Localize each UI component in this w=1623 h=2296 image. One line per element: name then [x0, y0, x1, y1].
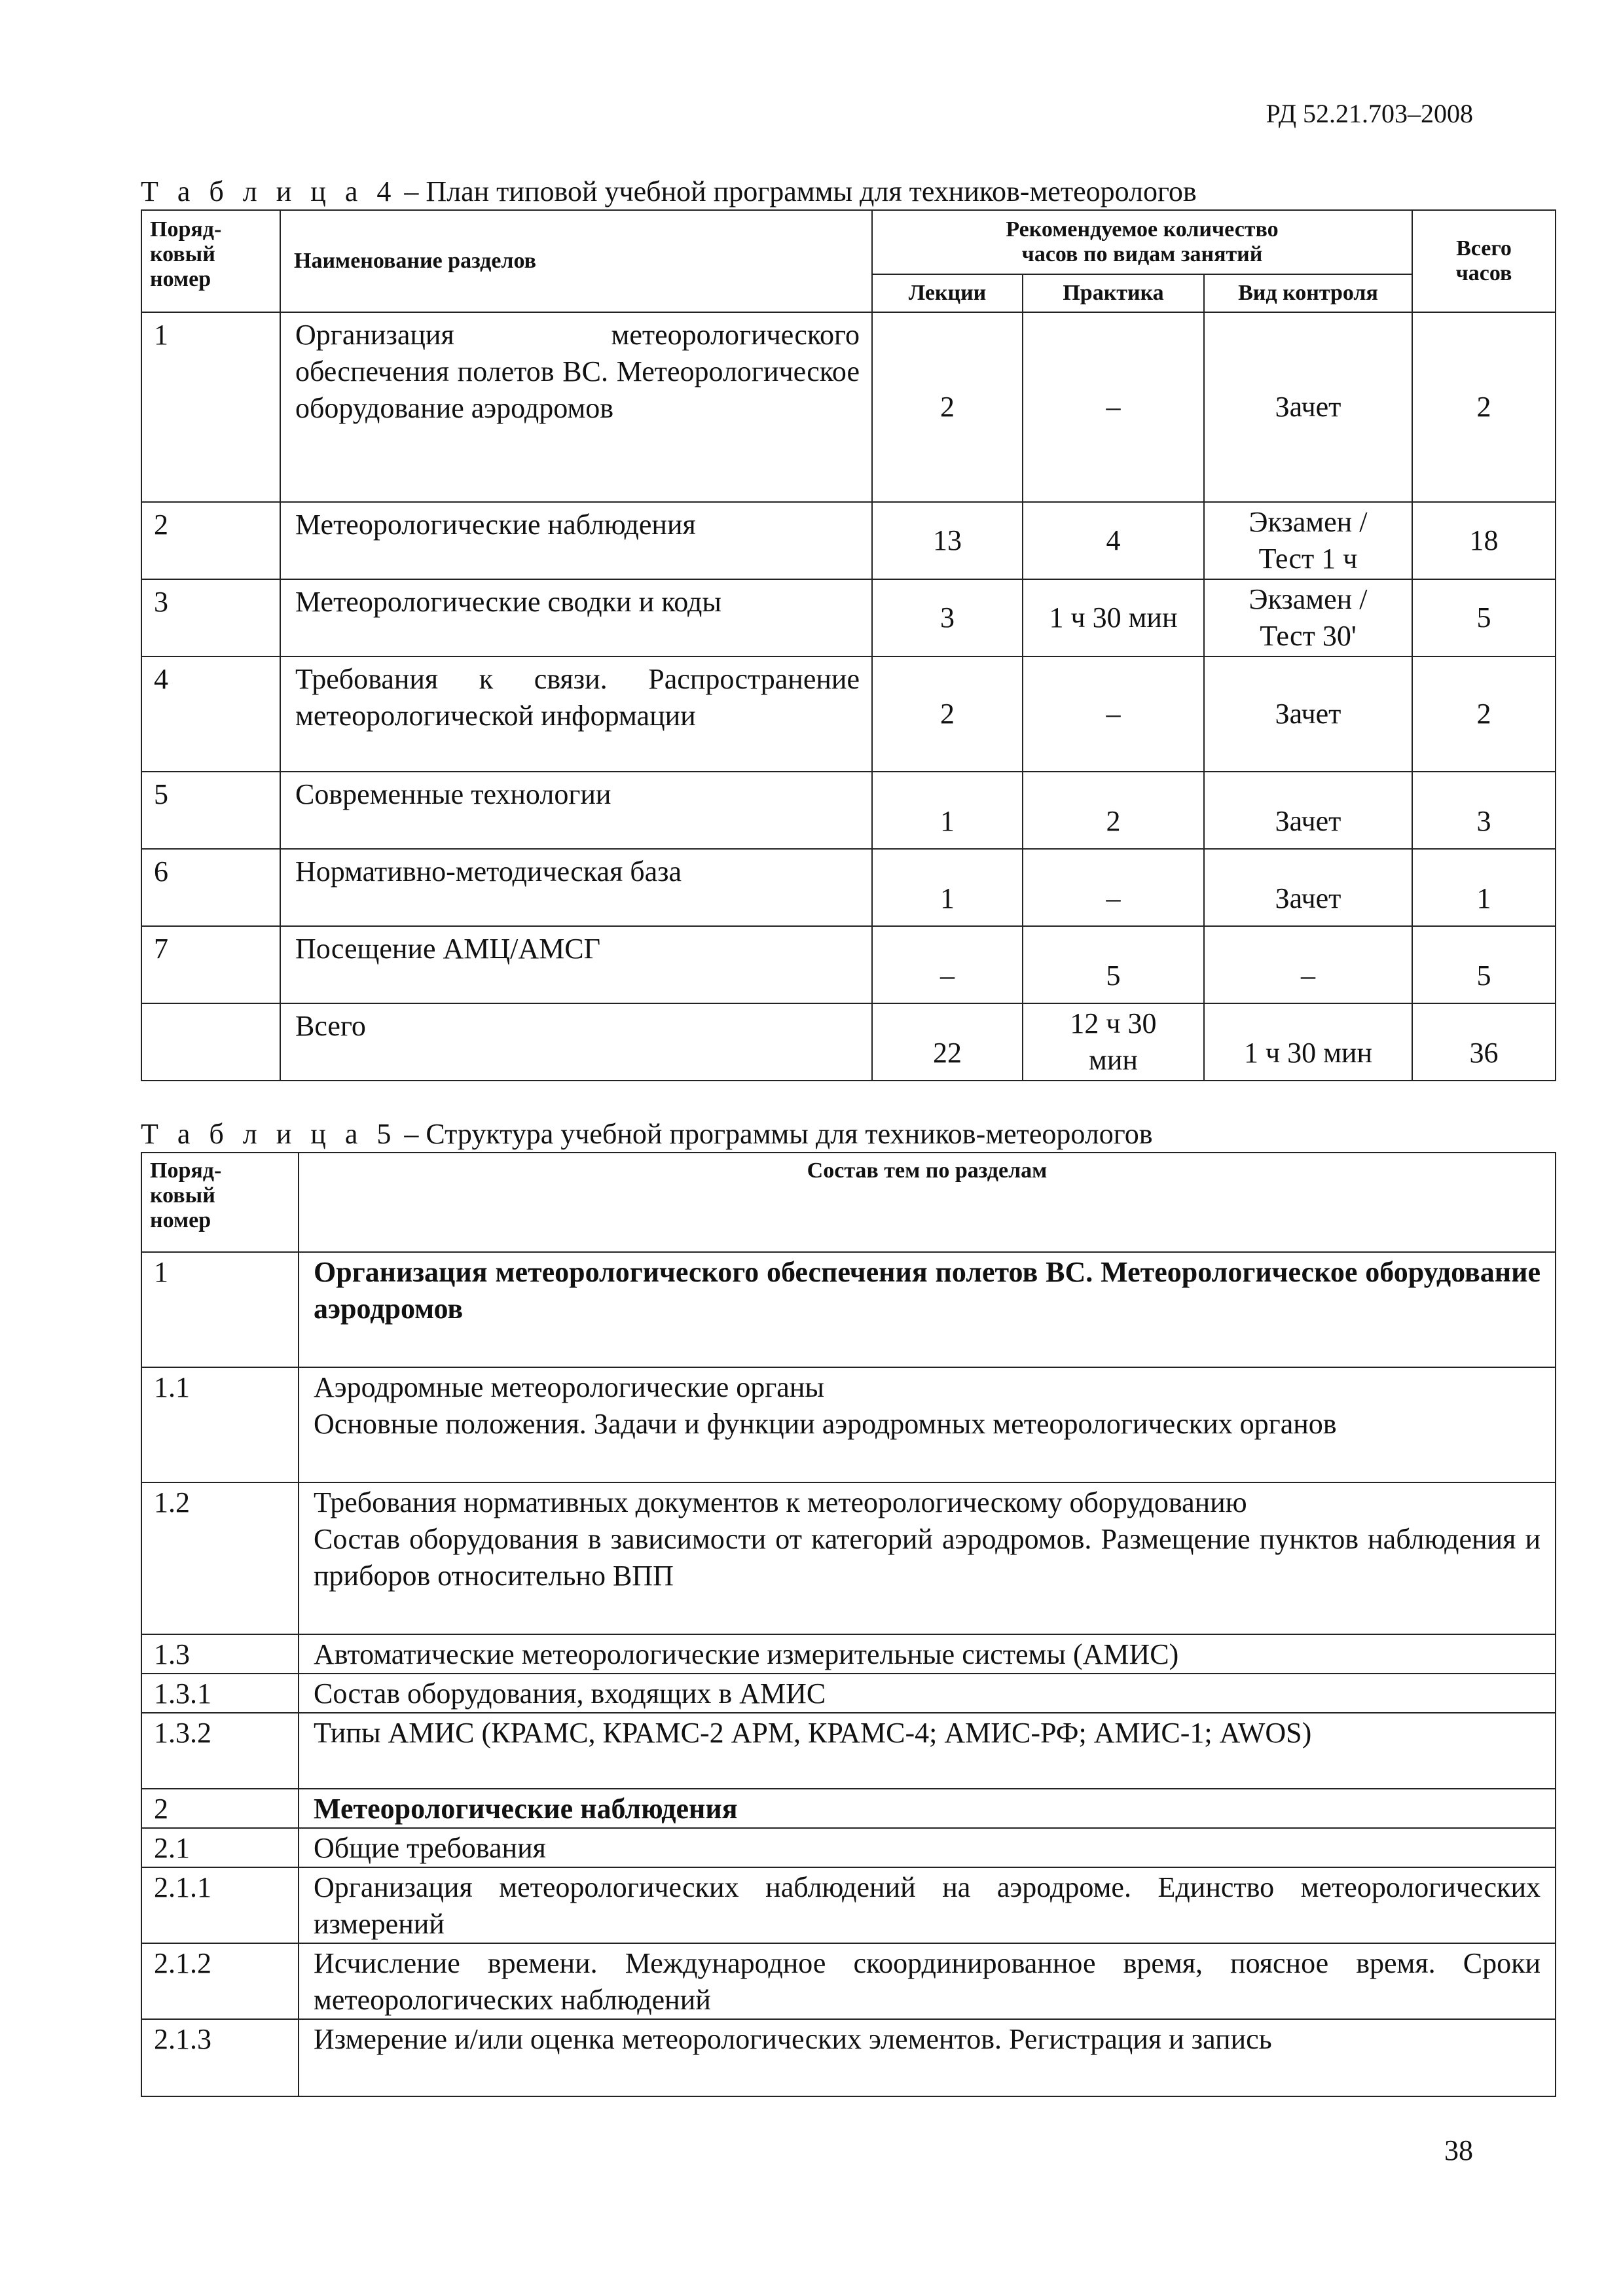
topic-cell: Общие требования	[299, 1828, 1556, 1867]
lectures-hours: 3	[872, 579, 1023, 656]
row-number: 2.1.1	[141, 1867, 299, 1943]
row-number: 1.3.2	[141, 1713, 299, 1789]
section-name: Посещение АМЦ/АМСГ	[280, 926, 872, 1003]
col-header-section-name: Наименование разделов	[280, 210, 872, 312]
col-header-number: Поряд- ковый номер	[141, 210, 280, 312]
col-header-number: Поряд- ковый номер	[141, 1153, 299, 1252]
document-code: РД 52.21.703–2008	[1266, 99, 1473, 128]
control-type: Экзамен / Тест 1 ч	[1204, 502, 1412, 579]
topic-cell: Измерение и/или оценка метеорологических элементов. Регистрация и запись	[299, 2019, 1556, 2096]
practice-hours: –	[1023, 312, 1204, 502]
total-hours: 18	[1412, 502, 1556, 579]
lectures-hours: 1	[872, 849, 1023, 926]
col-header-lectures: Лекции	[872, 274, 1023, 312]
table-row	[141, 1943, 1556, 2019]
table-row	[141, 1828, 1556, 1867]
topic-cell: Организация метеорологических наблюдений на аэродроме. Единство метеорологических измерений	[299, 1867, 1556, 1943]
row-number: 1	[141, 312, 280, 502]
table-row-total	[141, 1003, 1556, 1081]
topic-cell: Аэродромные метеорологические органы Основные положения. Задачи и функции аэродромных метеорологических органов	[299, 1367, 1556, 1482]
row-number: 5	[141, 772, 280, 849]
lectures-hours: 2	[872, 656, 1023, 772]
section-name: Всего	[280, 1003, 872, 1081]
row-number: 1.1	[141, 1367, 299, 1482]
topic-cell: Требования нормативных документов к метеорологическому оборудованию Состав оборудования в зависимости от категорий аэродромов. Размещение пунктов наблюдения и приборов относительно ВПП	[299, 1482, 1556, 1634]
col-header-practice: Практика	[1023, 274, 1204, 312]
table5-caption-label: Т а б л и ц а 5	[141, 1118, 397, 1150]
control-type: –	[1204, 926, 1412, 1003]
col-header-recommended-hours: Рекомендуемое количество часов по видам занятий	[872, 210, 1412, 274]
row-number	[141, 1003, 280, 1081]
lectures-hours: 1	[872, 772, 1023, 849]
lectures-hours: 2	[872, 312, 1023, 502]
training-plan-table	[141, 209, 1556, 1081]
page-number: 38	[1444, 2134, 1473, 2166]
section-name: Требования к связи. Распространение метеорологической информации	[280, 656, 872, 772]
table-row	[141, 1713, 1556, 1789]
total-hours: 1	[1412, 849, 1556, 926]
table-row	[141, 1482, 1556, 1634]
practice-hours: 1 ч 30 мин	[1023, 579, 1204, 656]
table-row	[141, 579, 1556, 656]
table5-caption-text: – Структура учебной программы для техников-метеорологов	[397, 1118, 1153, 1150]
control-type: Зачет	[1204, 772, 1412, 849]
practice-hours: –	[1023, 849, 1204, 926]
section-name: Нормативно-методическая база	[280, 849, 872, 926]
row-number: 3	[141, 579, 280, 656]
row-number: 2.1	[141, 1828, 299, 1867]
table-row	[141, 502, 1556, 579]
total-hours: 36	[1412, 1003, 1556, 1081]
topic-cell: Типы АМИС (КРАМС, КРАМС-2 АРМ, КРАМС-4; АМИС-РФ; АМИС-1; AWOS)	[299, 1713, 1556, 1789]
topic-cell: Состав оборудования, входящих в АМИС	[299, 1674, 1556, 1713]
row-number: 2	[141, 502, 280, 579]
practice-hours: 4	[1023, 502, 1204, 579]
col-header-topics: Состав тем по разделам	[299, 1153, 1556, 1252]
lectures-hours: 13	[872, 502, 1023, 579]
table-row	[141, 312, 1556, 502]
table4-caption-text: – План типовой учебной программы для техников-метеорологов	[397, 175, 1197, 207]
row-number: 2.1.2	[141, 1943, 299, 2019]
practice-hours: –	[1023, 656, 1204, 772]
table-row	[141, 1867, 1556, 1943]
control-type: Зачет	[1204, 656, 1412, 772]
section-name: Метеорологические сводки и коды	[280, 579, 872, 656]
row-number: 2.1.3	[141, 2019, 299, 2096]
control-type: 1 ч 30 мин	[1204, 1003, 1412, 1081]
table-row	[141, 1789, 1556, 1828]
topic-cell: Исчисление времени. Международное скоординированное время, поясное время. Сроки метеорологических наблюдений	[299, 1943, 1556, 2019]
practice-hours: 2	[1023, 772, 1204, 849]
section-name: Метеорологические наблюдения	[280, 502, 872, 579]
total-hours: 3	[1412, 772, 1556, 849]
table-row	[141, 1674, 1556, 1713]
table4-caption-label: Т а б л и ц а 4	[141, 175, 397, 207]
training-structure-table	[141, 1152, 1556, 2097]
table-row	[141, 656, 1556, 772]
table4-caption	[141, 175, 1197, 208]
control-type: Зачет	[1204, 312, 1412, 502]
topic-cell: Организация метеорологического обеспечения полетов ВС. Метеорологическое оборудование аэродромов	[299, 1252, 1556, 1367]
col-header-control-type: Вид контроля	[1204, 274, 1412, 312]
lectures-hours: –	[872, 926, 1023, 1003]
table-row	[141, 1252, 1556, 1367]
table-row	[141, 849, 1556, 926]
row-number: 7	[141, 926, 280, 1003]
col-header-total-hours: Всего часов	[1412, 210, 1556, 312]
practice-hours: 12 ч 30 мин	[1023, 1003, 1204, 1081]
lectures-hours: 22	[872, 1003, 1023, 1081]
row-number: 1.3	[141, 1634, 299, 1674]
control-type: Зачет	[1204, 849, 1412, 926]
row-number: 4	[141, 656, 280, 772]
row-number: 1	[141, 1252, 299, 1367]
row-number: 2	[141, 1789, 299, 1828]
topic-cell: Автоматические метеорологические измерительные системы (АМИС)	[299, 1634, 1556, 1674]
topic-cell: Метеорологические наблюдения	[299, 1789, 1556, 1828]
table-row	[141, 1367, 1556, 1482]
row-number: 6	[141, 849, 280, 926]
table-row	[141, 772, 1556, 849]
row-number: 1.2	[141, 1482, 299, 1634]
table-row	[141, 2019, 1556, 2096]
total-hours: 2	[1412, 656, 1556, 772]
total-hours: 2	[1412, 312, 1556, 502]
section-name: Организация метеорологического обеспечения полетов ВС. Метеорологическое оборудование аэродромов	[280, 312, 872, 502]
total-hours: 5	[1412, 579, 1556, 656]
control-type: Экзамен / Тест 30'	[1204, 579, 1412, 656]
section-name: Современные технологии	[280, 772, 872, 849]
total-hours: 5	[1412, 926, 1556, 1003]
table-row	[141, 926, 1556, 1003]
table-row	[141, 1634, 1556, 1674]
practice-hours: 5	[1023, 926, 1204, 1003]
table5-caption	[141, 1118, 1152, 1151]
row-number: 1.3.1	[141, 1674, 299, 1713]
